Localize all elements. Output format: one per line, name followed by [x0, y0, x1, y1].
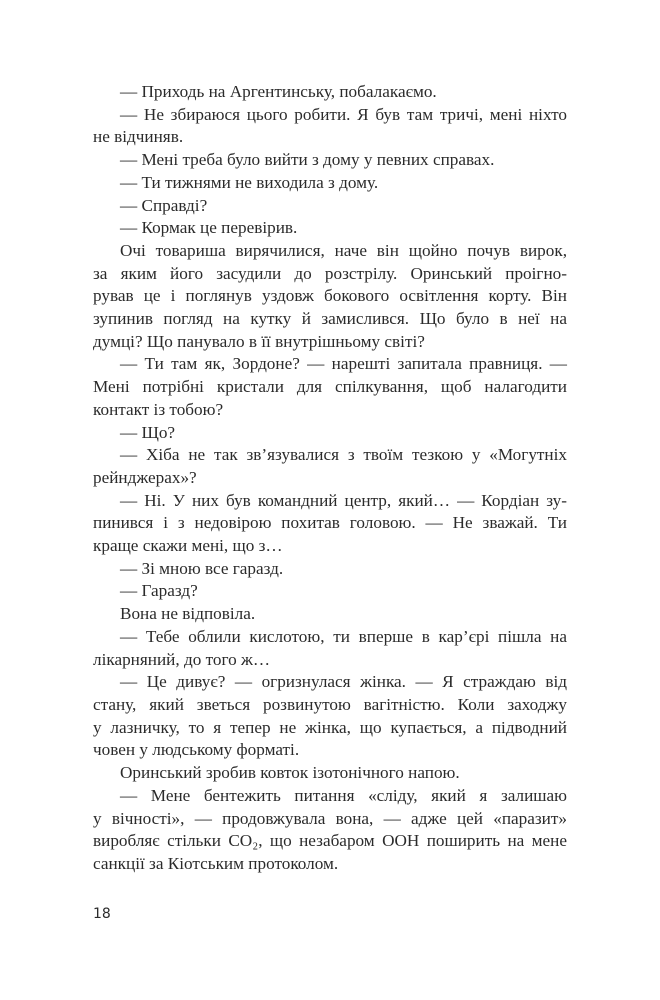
paragraph: [93, 785, 567, 876]
paragraph: [93, 671, 567, 762]
text-line: — Ти там як, Зордоне? — нарешті запитала правниця. —: [120, 354, 567, 374]
text-line: Оринський зробив ковток ізотонічного напою.: [120, 763, 460, 783]
paragraph: [93, 240, 567, 354]
text-line: — Приходь на Аргентинську, побалакаємо.: [120, 82, 437, 101]
paragraph: [93, 762, 567, 785]
paragraph: [93, 603, 567, 626]
paragraph: [93, 353, 567, 421]
text-line: не відчиняв.: [93, 127, 184, 147]
text-line: — Мене бентежить питання «сліду, який я залишаю: [120, 785, 567, 805]
paragraph: [93, 172, 567, 195]
text-line: — Кормак це перевірив.: [120, 218, 298, 238]
paragraph: [93, 104, 567, 149]
text-line: — Що?: [120, 422, 176, 442]
text-line: пинився і з недовірою похитав головою. — Не зважай. Ти: [93, 513, 567, 533]
page-number: 18: [93, 906, 111, 922]
text-line: — Справді?: [120, 195, 208, 215]
paragraph: [93, 195, 567, 218]
text-line: виробляє стільки CO₂, що незабаром ООН поширить на мене: [93, 831, 567, 851]
paragraph: [93, 580, 567, 603]
text-line: у вічності», — продовжувала вона, — адже цей «паразит»: [93, 808, 567, 828]
text-line: стану, який зветься розвинутою вагітністю. Коли заходжу: [93, 694, 567, 714]
paragraph: [93, 558, 567, 581]
text-line: — Ні. У них був командний центр, який… — Кордіан зу-: [120, 490, 567, 510]
text-line: рував це і поглянув уздовж бокового освітлення корту. Він: [93, 286, 567, 306]
paragraph: [93, 149, 567, 172]
text-line: — Тебе облили кислотою, ти вперше в кар’єрі пішла на: [120, 626, 567, 646]
text-line: за яким його засудили до розстрілу. Оринський проігно-: [93, 263, 567, 283]
text-line: — Це дивує? — огризнулася жінка. — Я страждаю від: [120, 672, 567, 692]
paragraph: [93, 81, 567, 104]
text-line: зупинив погляд на кутку й замислився. Що було в неї на: [93, 309, 567, 329]
paragraph: [93, 444, 567, 489]
text-line: у лазничку, то я тепер не жінка, що купається, а підводний: [93, 717, 567, 737]
text-line: думці? Що панувало в її внутрішньому світі?: [93, 331, 425, 351]
text-line: — Хіба не так зв’язувалися з твоїм тезкою у «Могутніх: [120, 445, 567, 465]
paragraph: [93, 217, 567, 240]
text-line: — Ти тижнями не виходила з дому.: [120, 172, 379, 192]
text-line: — Зі мною все гаразд.: [120, 558, 284, 578]
text-line: Вона не відповіла.: [120, 604, 256, 624]
text-line: рейнджерах»?: [93, 467, 197, 487]
text-line: лікарняний, до того ж…: [93, 649, 271, 669]
text-line: санкції за Кіотським протоколом.: [93, 853, 339, 873]
body-text: [93, 81, 567, 876]
text-line: — Мені треба було вийти з дому у певних справах.: [120, 150, 495, 170]
text-line: Очі товариша вирячилися, наче він щойно почув вирок,: [120, 240, 567, 260]
paragraph: [93, 626, 567, 671]
text-line: — Не збираюся цього робити. Я був там тричі, мені ніхто: [120, 104, 567, 124]
paragraph: [93, 490, 567, 558]
text-line: краще скажи мені, що з…: [93, 536, 283, 556]
text-line: човен у людському форматі.: [93, 740, 300, 760]
paragraph: [93, 422, 567, 445]
text-line: контакт із тобою?: [93, 399, 224, 419]
text-line: Мені потрібні кристали для спілкування, щоб налагодити: [93, 377, 567, 397]
text-line: — Гаразд?: [120, 581, 198, 601]
